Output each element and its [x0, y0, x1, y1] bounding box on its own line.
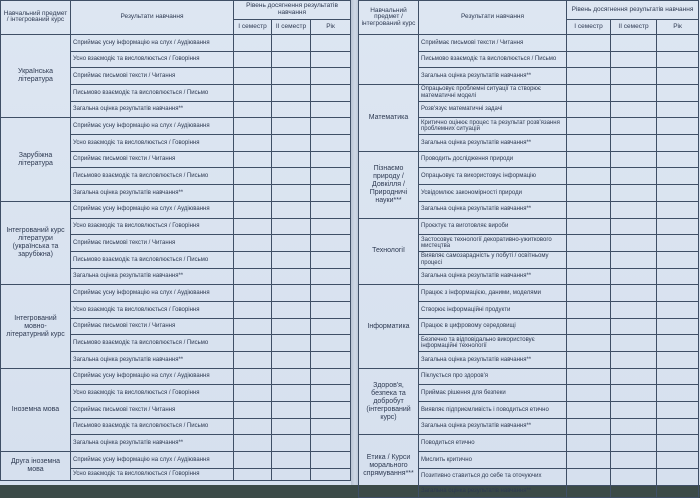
grade-cell-year[interactable] — [657, 101, 699, 118]
grade-cell-sem2[interactable] — [611, 201, 657, 218]
grade-cell-year[interactable] — [657, 201, 699, 218]
grade-cell-sem2[interactable] — [611, 301, 657, 318]
grade-cell-sem2[interactable] — [272, 335, 311, 352]
grade-cell-sem2[interactable] — [272, 218, 311, 235]
grade-cell-sem1[interactable] — [234, 51, 272, 68]
subject-cell: Інформатика — [359, 285, 419, 368]
result-cell: Загальна оцінка результатів навчання** — [71, 435, 234, 452]
grade-cell-sem1[interactable] — [567, 51, 611, 68]
grade-cell-sem1[interactable] — [234, 185, 272, 202]
grade-cell-sem1[interactable] — [567, 85, 611, 102]
header-year: Рік — [657, 19, 699, 34]
grade-cell-sem1[interactable] — [567, 485, 611, 497]
grade-cell-year[interactable] — [657, 335, 699, 352]
grade-cell-sem2[interactable] — [611, 418, 657, 435]
result-cell: Сприймає усну інформацію на слух / Аудіювання — [71, 452, 234, 469]
header-subject: Навчальний предмет / інтегрований курс — [359, 1, 419, 35]
result-cell: Розв'язує математичні задачі — [419, 101, 567, 118]
grade-cell-sem2[interactable] — [272, 34, 311, 51]
result-cell: Усно взаємодіє та висловлюється / Говоріння — [71, 468, 234, 480]
result-cell: Виявляє підприємливість і поводиться етично — [419, 402, 567, 419]
result-cell: Застосовує технології декоративно-ужиткового мистецтва — [419, 235, 567, 252]
grade-cell-sem1[interactable] — [234, 135, 272, 152]
grade-cell-sem2[interactable] — [272, 235, 311, 252]
grade-cell-year[interactable] — [657, 34, 699, 51]
grade-cell-sem2[interactable] — [611, 352, 657, 369]
subject-cell: Здоров'я, безпека та добробут (інтегрований курс) — [359, 368, 419, 435]
grade-cell-year[interactable] — [311, 318, 351, 335]
grade-cell-sem1[interactable] — [234, 468, 272, 480]
header-sem1: І семестр — [234, 19, 272, 34]
grade-cell-sem2[interactable] — [611, 385, 657, 402]
grade-cell-sem1[interactable] — [234, 151, 272, 168]
grade-cell-sem1[interactable] — [234, 352, 272, 369]
grade-cell-sem2[interactable] — [611, 34, 657, 51]
result-cell: Позитивно ставиться до себе та оточуючих — [419, 468, 567, 485]
grade-cell-year[interactable] — [657, 402, 699, 419]
grade-cell-year[interactable] — [311, 301, 351, 318]
right-page — [358, 0, 700, 494]
grade-cell-sem1[interactable] — [234, 285, 272, 302]
result-cell: Проєктує та виготовляє вироби — [419, 218, 567, 235]
grade-cell-sem2[interactable] — [611, 368, 657, 385]
grade-cell-year[interactable] — [311, 101, 351, 118]
grade-cell-year[interactable] — [311, 402, 351, 419]
grade-cell-year[interactable] — [657, 301, 699, 318]
subject-cell: Математика — [359, 85, 419, 152]
grade-cell-year[interactable] — [657, 318, 699, 335]
grade-cell-sem1[interactable] — [567, 251, 611, 268]
grade-cell-year[interactable] — [311, 118, 351, 135]
grade-cell-sem1[interactable] — [234, 101, 272, 118]
grade-cell-sem2[interactable] — [272, 435, 311, 452]
header-results: Результати навчання — [71, 1, 234, 35]
grade-cell-sem2[interactable] — [611, 251, 657, 268]
subject-cell: Пізнаємо природу / Довкілля / Природничі науки*** — [359, 151, 419, 218]
grade-cell-sem1[interactable] — [567, 135, 611, 152]
result-cell: Письмово взаємодіє та висловлюється / Письмо — [71, 168, 234, 185]
result-cell: Письмово взаємодіє та висловлюється / Письмо — [71, 335, 234, 352]
grades-table-left — [0, 0, 351, 481]
result-cell: Сприймає письмові тексти / Читання — [419, 34, 567, 51]
grade-cell-sem2[interactable] — [611, 285, 657, 302]
grade-cell-sem2[interactable] — [611, 68, 657, 85]
grade-cell-sem1[interactable] — [567, 151, 611, 168]
grade-cell-sem1[interactable] — [567, 118, 611, 135]
grade-cell-year[interactable] — [657, 118, 699, 135]
result-cell: Загальна оцінка результатів навчання** — [419, 418, 567, 435]
grade-cell-sem1[interactable] — [567, 468, 611, 485]
grade-cell-year[interactable] — [311, 268, 351, 285]
table-row — [1, 201, 351, 218]
grade-cell-sem2[interactable] — [611, 135, 657, 152]
grade-cell-sem2[interactable] — [611, 268, 657, 285]
result-cell: Сприймає усну інформацію на слух / Аудіювання — [71, 285, 234, 302]
grade-cell-year[interactable] — [311, 34, 351, 51]
grade-cell-sem2[interactable] — [272, 402, 311, 419]
grade-cell-sem2[interactable] — [272, 101, 311, 118]
grade-cell-year[interactable] — [657, 151, 699, 168]
result-cell: Сприймає усну інформацію на слух / Аудіювання — [71, 34, 234, 51]
grade-cell-year[interactable] — [657, 435, 699, 452]
grade-cell-sem1[interactable] — [567, 368, 611, 385]
grade-cell-sem1[interactable] — [234, 268, 272, 285]
grade-cell-year[interactable] — [657, 485, 699, 497]
result-cell: Загальна оцінка результатів навчання** — [419, 68, 567, 85]
grade-cell-sem1[interactable] — [234, 118, 272, 135]
left-page — [0, 0, 352, 485]
grade-cell-year[interactable] — [311, 85, 351, 102]
table-row — [1, 368, 351, 385]
grade-cell-year[interactable] — [311, 251, 351, 268]
grade-cell-sem2[interactable] — [272, 168, 311, 185]
grade-cell-sem2[interactable] — [611, 468, 657, 485]
grade-cell-year[interactable] — [657, 285, 699, 302]
subject-cell: Технології — [359, 218, 419, 285]
grade-cell-sem2[interactable] — [272, 385, 311, 402]
subject-cell: Українська література — [1, 34, 71, 117]
grade-cell-sem2[interactable] — [272, 352, 311, 369]
grade-cell-sem2[interactable] — [611, 318, 657, 335]
grade-cell-sem2[interactable] — [272, 285, 311, 302]
header-sem2: ІІ семестр — [611, 19, 657, 34]
grade-cell-sem2[interactable] — [611, 402, 657, 419]
grade-cell-sem1[interactable] — [234, 385, 272, 402]
table-row — [359, 285, 699, 302]
grade-cell-year[interactable] — [311, 201, 351, 218]
grade-cell-sem1[interactable] — [234, 168, 272, 185]
result-cell: Сприймає письмові тексти / Читання — [71, 235, 234, 252]
grade-cell-sem2[interactable] — [611, 101, 657, 118]
grade-cell-sem2[interactable] — [611, 118, 657, 135]
grade-cell-year[interactable] — [311, 151, 351, 168]
grade-cell-sem2[interactable] — [272, 452, 311, 469]
grade-cell-year[interactable] — [657, 452, 699, 469]
grade-cell-sem1[interactable] — [567, 68, 611, 85]
grade-cell-sem2[interactable] — [611, 485, 657, 497]
grade-cell-year[interactable] — [311, 335, 351, 352]
result-cell: Усно взаємодіє та висловлюється / Говоріння — [71, 135, 234, 152]
grade-cell-sem2[interactable] — [611, 452, 657, 469]
result-cell: Письмово взаємодіє та висловлюється / Письмо — [71, 85, 234, 102]
grade-cell-sem2[interactable] — [611, 335, 657, 352]
grade-cell-sem1[interactable] — [234, 85, 272, 102]
grade-cell-sem1[interactable] — [567, 268, 611, 285]
result-cell: Загальна оцінка результатів навчання** — [71, 268, 234, 285]
grade-cell-sem2[interactable] — [272, 251, 311, 268]
result-cell: Піклується про здоров'я — [419, 368, 567, 385]
grade-cell-sem1[interactable] — [567, 101, 611, 118]
grade-cell-year[interactable] — [311, 418, 351, 435]
grade-cell-sem1[interactable] — [567, 402, 611, 419]
grade-cell-sem2[interactable] — [611, 151, 657, 168]
result-cell: Сприймає усну інформацію на слух / Аудіювання — [71, 368, 234, 385]
result-cell: Опрацьовує та використовує інформацію — [419, 168, 567, 185]
grade-cell-year[interactable] — [657, 235, 699, 252]
grade-cell-sem1[interactable] — [567, 318, 611, 335]
grade-cell-sem2[interactable] — [272, 185, 311, 202]
result-cell: Мислить критично — [419, 452, 567, 469]
header-results: Результати навчання — [419, 1, 567, 35]
grade-cell-sem2[interactable] — [272, 201, 311, 218]
grade-cell-sem2[interactable] — [611, 168, 657, 185]
grade-cell-sem2[interactable] — [611, 85, 657, 102]
grade-cell-sem1[interactable] — [234, 68, 272, 85]
grade-cell-sem1[interactable] — [234, 251, 272, 268]
grade-cell-sem2[interactable] — [611, 435, 657, 452]
grade-cell-year[interactable] — [657, 51, 699, 68]
grade-cell-sem1[interactable] — [567, 218, 611, 235]
grade-cell-year[interactable] — [657, 185, 699, 202]
result-cell: Загальна оцінка результатів навчання** — [419, 485, 567, 497]
grade-cell-sem1[interactable] — [234, 402, 272, 419]
grade-cell-sem1[interactable] — [234, 435, 272, 452]
grade-cell-sem2[interactable] — [272, 318, 311, 335]
table-row — [359, 85, 699, 102]
grade-cell-sem1[interactable] — [567, 335, 611, 352]
header-level: Рівень досягнення результатів навчання — [234, 1, 351, 20]
result-cell: Письмово взаємодіє та висловлюється / Письмо — [71, 251, 234, 268]
grade-cell-sem1[interactable] — [234, 201, 272, 218]
subject-cell: Зарубіжна література — [1, 118, 71, 201]
grades-table-right — [358, 0, 699, 498]
grade-cell-year[interactable] — [311, 51, 351, 68]
result-cell: Письмово взаємодіє та висловлюється / Письмо — [419, 51, 567, 68]
result-cell: Загальна оцінка результатів навчання** — [71, 352, 234, 369]
grade-cell-sem1[interactable] — [567, 435, 611, 452]
result-cell: Сприймає письмові тексти / Читання — [71, 318, 234, 335]
subject-cell: Інтегрований мовно-літературний курс — [1, 285, 71, 368]
grade-cell-sem1[interactable] — [234, 452, 272, 469]
grade-cell-year[interactable] — [311, 168, 351, 185]
grade-cell-sem2[interactable] — [611, 185, 657, 202]
table-row — [1, 34, 351, 51]
result-cell: Опрацьовує проблемні ситуації та створює математичні моделі — [419, 85, 567, 102]
subject-cell: Іноземна мова — [1, 368, 71, 451]
grade-cell-sem1[interactable] — [567, 301, 611, 318]
grade-cell-sem1[interactable] — [234, 368, 272, 385]
grade-cell-year[interactable] — [657, 68, 699, 85]
grade-cell-sem1[interactable] — [234, 218, 272, 235]
grade-cell-sem1[interactable] — [567, 418, 611, 435]
grade-cell-year[interactable] — [657, 418, 699, 435]
result-cell: Усно взаємодіє та висловлюється / Говоріння — [71, 301, 234, 318]
grade-cell-sem1[interactable] — [234, 301, 272, 318]
result-cell: Усно взаємодіє та висловлюється / Говоріння — [71, 385, 234, 402]
grade-cell-year[interactable] — [311, 285, 351, 302]
grade-cell-year[interactable] — [311, 135, 351, 152]
table-row — [359, 34, 699, 51]
header-sem1: І семестр — [567, 19, 611, 34]
table-row — [1, 118, 351, 135]
grade-cell-sem1[interactable] — [567, 285, 611, 302]
grade-cell-sem1[interactable] — [567, 452, 611, 469]
result-cell: Сприймає усну інформацію на слух / Аудіювання — [71, 201, 234, 218]
grade-cell-year[interactable] — [657, 135, 699, 152]
header-subject: Навчальний предмет / інтегрований курс — [1, 1, 71, 35]
grade-cell-sem1[interactable] — [567, 168, 611, 185]
result-cell: Працює з інформацією, даними, моделями — [419, 285, 567, 302]
result-cell: Сприймає письмові тексти / Читання — [71, 68, 234, 85]
grade-cell-year[interactable] — [657, 468, 699, 485]
grade-cell-year[interactable] — [311, 68, 351, 85]
grade-cell-sem2[interactable] — [272, 68, 311, 85]
result-cell: Загальна оцінка результатів навчання** — [71, 101, 234, 118]
result-cell: Виявляє самозарадність у побуті / освітньому процесі — [419, 251, 567, 268]
result-cell: Усно взаємодіє та висловлюється / Говоріння — [71, 218, 234, 235]
header-row — [1, 1, 351, 20]
result-cell: Сприймає усну інформацію на слух / Аудіювання — [71, 118, 234, 135]
grade-cell-year[interactable] — [311, 368, 351, 385]
result-cell: Письмово взаємодіє та висловлюється / Письмо — [71, 418, 234, 435]
result-cell: Загальна оцінка результатів навчання** — [71, 185, 234, 202]
result-cell: Безпечно та відповідально використовує інформаційні технології — [419, 335, 567, 352]
grade-cell-year[interactable] — [311, 218, 351, 235]
grade-cell-sem1[interactable] — [567, 34, 611, 51]
result-cell: Працює в цифровому середовищі — [419, 318, 567, 335]
result-cell: Сприймає письмові тексти / Читання — [71, 402, 234, 419]
grade-cell-year[interactable] — [657, 368, 699, 385]
result-cell: Усвідомлює закономірності природи — [419, 185, 567, 202]
grade-cell-sem1[interactable] — [567, 185, 611, 202]
subject-cell: Етика / Курси морального спрямування*** — [359, 435, 419, 497]
result-cell: Загальна оцінка результатів навчання** — [419, 268, 567, 285]
grade-cell-sem2[interactable] — [272, 468, 311, 480]
grade-cell-year[interactable] — [657, 168, 699, 185]
grade-cell-sem2[interactable] — [611, 235, 657, 252]
result-cell: Приймає рішення для безпеки — [419, 385, 567, 402]
subject-cell: Друга іноземна мова — [1, 452, 71, 481]
grade-cell-sem2[interactable] — [611, 51, 657, 68]
grade-cell-sem1[interactable] — [234, 235, 272, 252]
header-sem2: ІІ семестр — [272, 19, 311, 34]
result-cell: Загальна оцінка результатів навчання** — [419, 201, 567, 218]
result-cell: Поводиться етично — [419, 435, 567, 452]
result-cell: Усно взаємодіє та висловлюється / Говоріння — [71, 51, 234, 68]
grade-cell-sem1[interactable] — [234, 335, 272, 352]
grade-cell-sem2[interactable] — [272, 118, 311, 135]
grade-cell-year[interactable] — [311, 185, 351, 202]
table-row — [359, 435, 699, 452]
grade-cell-year[interactable] — [657, 385, 699, 402]
table-row — [359, 151, 699, 168]
result-cell: Сприймає письмові тексти / Читання — [71, 151, 234, 168]
result-cell: Створює інформаційні продукти — [419, 301, 567, 318]
grade-cell-sem2[interactable] — [272, 151, 311, 168]
grade-cell-sem2[interactable] — [272, 301, 311, 318]
subject-cell: Інтегрований курс літератури (українська та зарубіжна) — [1, 201, 71, 284]
grade-cell-year[interactable] — [311, 352, 351, 369]
grade-cell-sem2[interactable] — [272, 368, 311, 385]
grade-cell-year[interactable] — [311, 435, 351, 452]
grade-cell-sem1[interactable] — [234, 34, 272, 51]
grade-cell-year[interactable] — [311, 385, 351, 402]
grade-cell-year[interactable] — [311, 468, 351, 480]
grade-cell-year[interactable] — [657, 268, 699, 285]
grade-cell-year[interactable] — [311, 452, 351, 469]
grade-cell-sem2[interactable] — [611, 218, 657, 235]
grade-cell-sem2[interactable] — [272, 135, 311, 152]
header-level: Рівень досягнення результатів навчання — [567, 1, 699, 20]
grade-cell-year[interactable] — [657, 218, 699, 235]
header-year: Рік — [311, 19, 351, 34]
header-row — [359, 1, 699, 20]
grade-cell-year[interactable] — [657, 352, 699, 369]
table-row — [1, 285, 351, 302]
grade-cell-sem1[interactable] — [567, 385, 611, 402]
grade-cell-year[interactable] — [311, 235, 351, 252]
grade-cell-year[interactable] — [657, 85, 699, 102]
subject-cell — [359, 34, 419, 84]
table-row — [359, 368, 699, 385]
grade-cell-sem1[interactable] — [567, 201, 611, 218]
result-cell: Критично оцінює процес та результат розв'язання проблемних ситуацій — [419, 118, 567, 135]
result-cell: Загальна оцінка результатів навчання** — [419, 135, 567, 152]
table-row — [359, 218, 699, 235]
grade-cell-sem2[interactable] — [272, 51, 311, 68]
grade-cell-sem1[interactable] — [567, 352, 611, 369]
grade-cell-sem2[interactable] — [272, 85, 311, 102]
grade-cell-sem2[interactable] — [272, 268, 311, 285]
table-row — [1, 452, 351, 469]
grade-cell-sem2[interactable] — [272, 418, 311, 435]
grade-cell-year[interactable] — [657, 251, 699, 268]
grade-cell-sem1[interactable] — [234, 418, 272, 435]
grade-cell-sem1[interactable] — [234, 318, 272, 335]
result-cell: Проводить дослідження природи — [419, 151, 567, 168]
grade-cell-sem1[interactable] — [567, 235, 611, 252]
result-cell: Загальна оцінка результатів навчання** — [419, 352, 567, 369]
